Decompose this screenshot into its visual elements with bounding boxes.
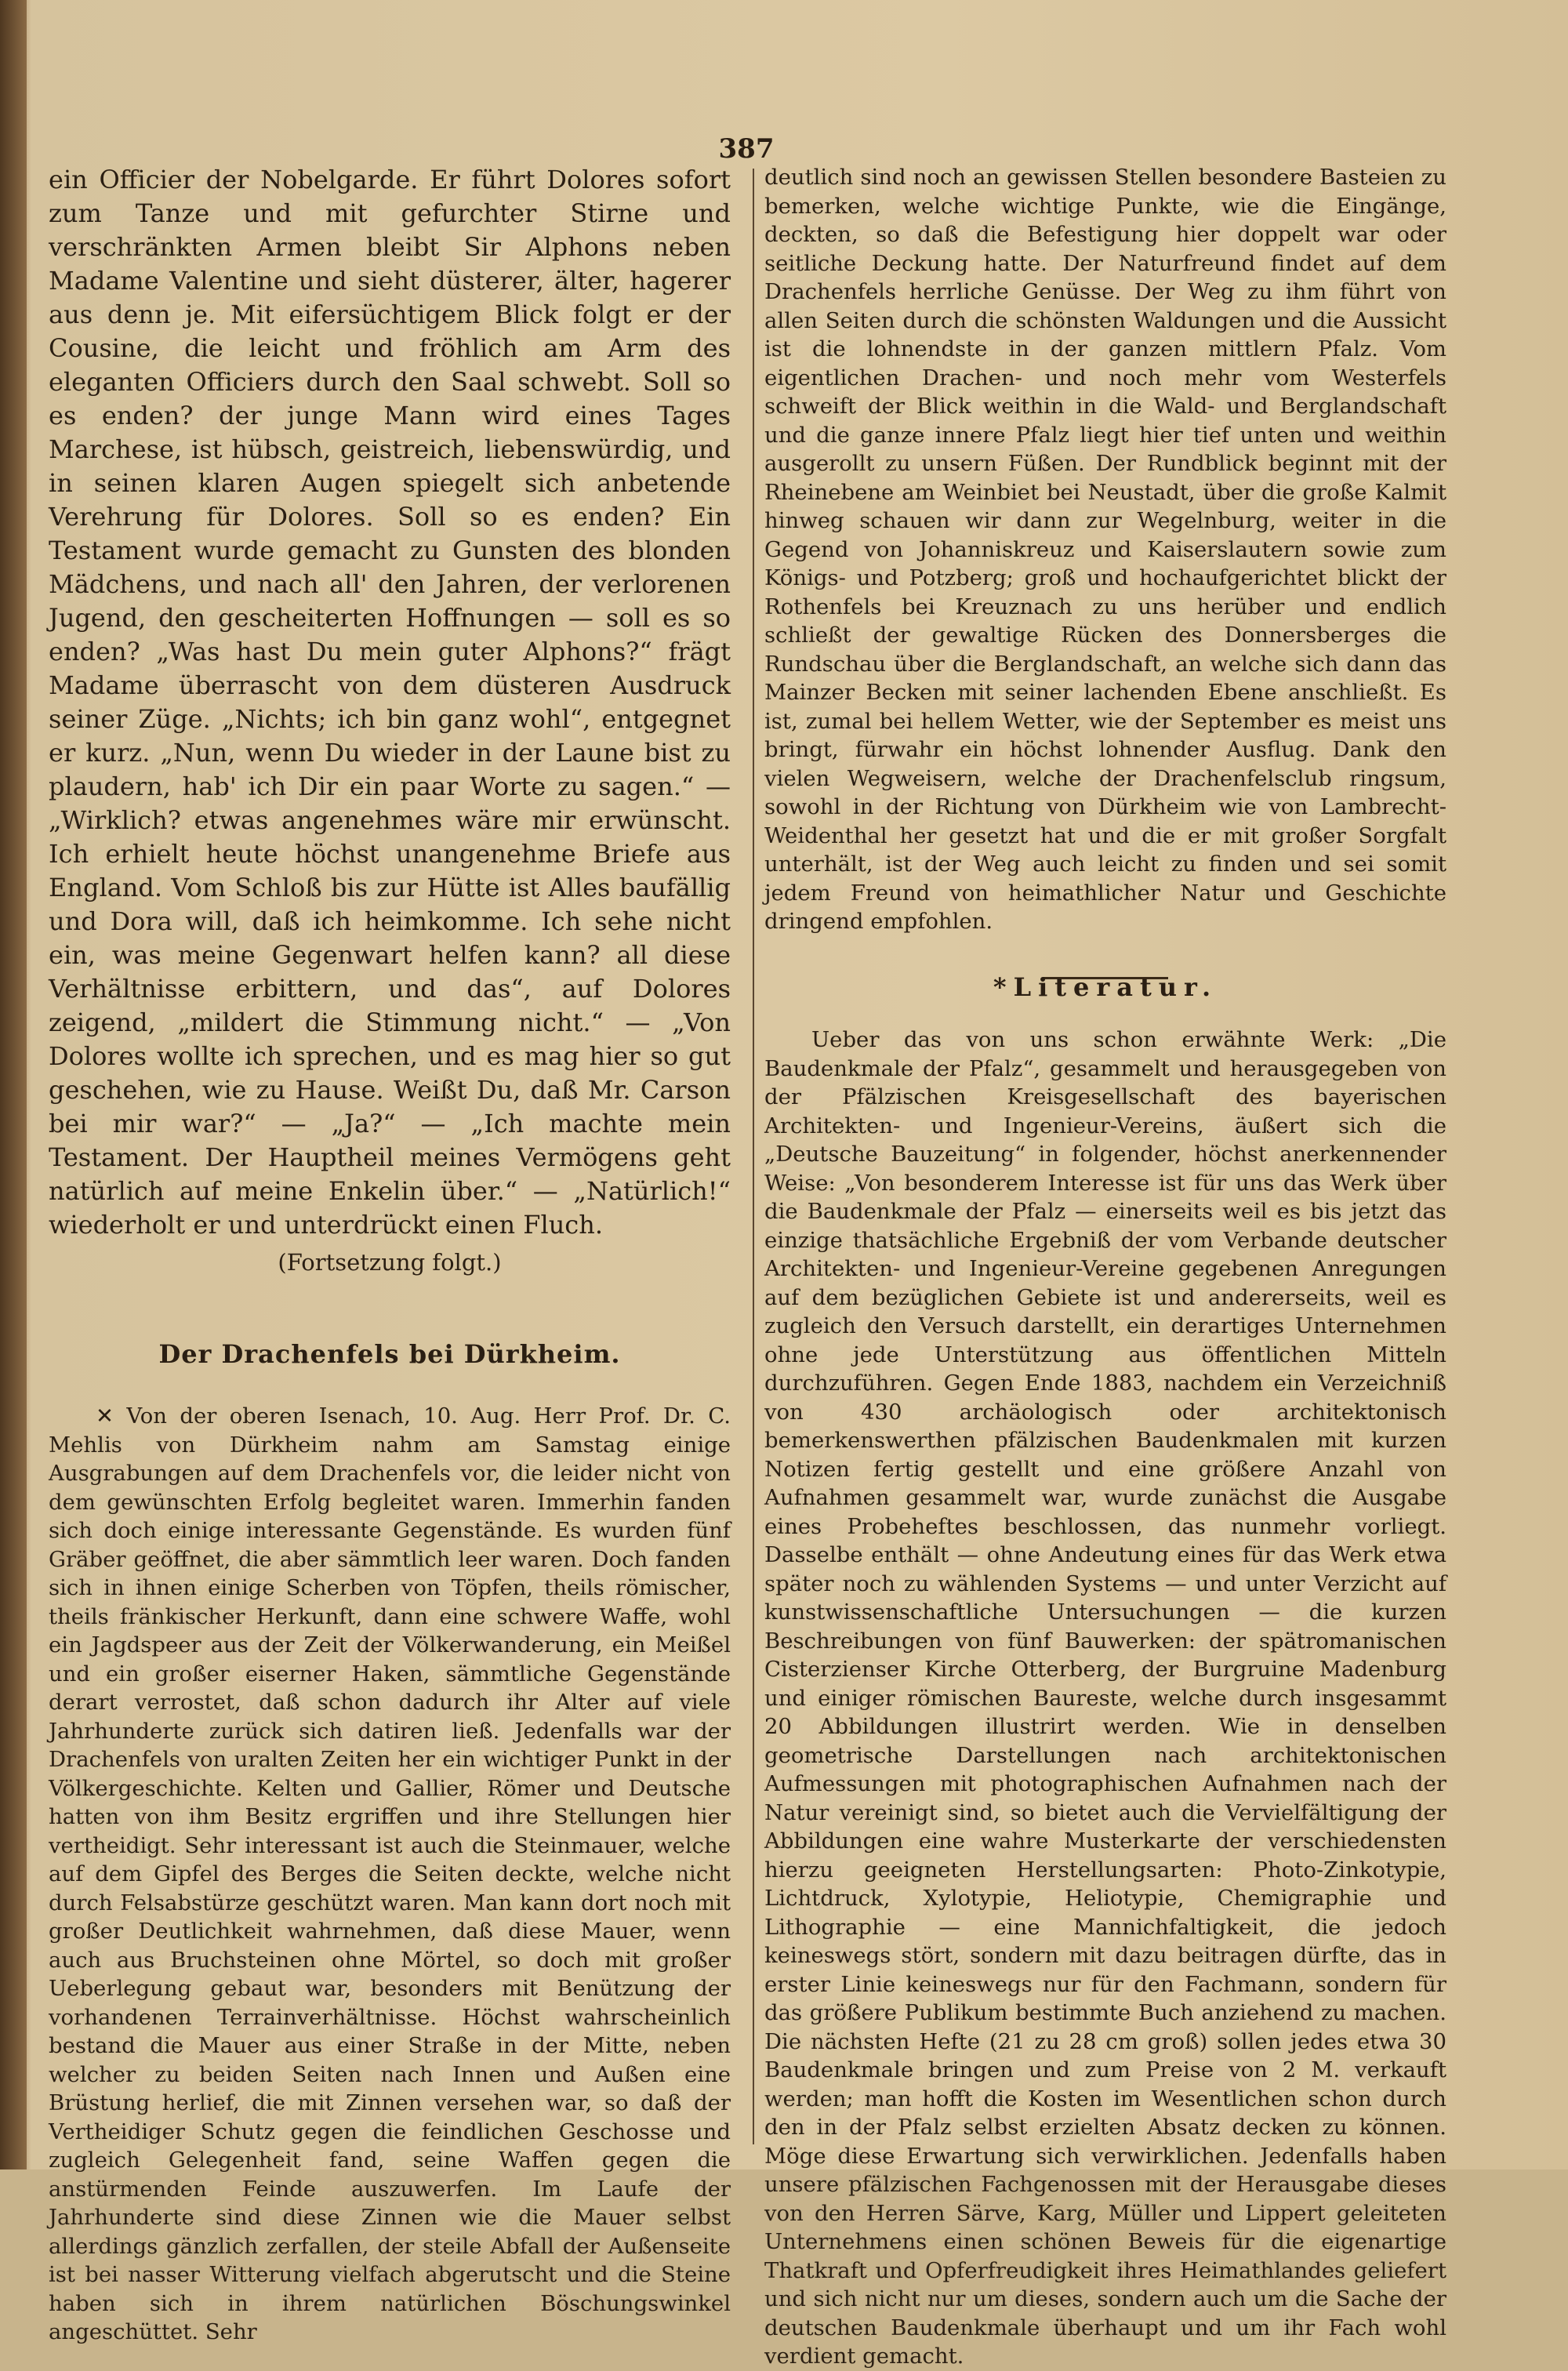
article-title: Der Drachenfels bei Dürkheim. bbox=[158, 1339, 621, 1369]
article-text: ✕ Von der oberen Isenach, 10. Aug. Herr Prof. Dr. C. Mehlis von Dürkheim nahm am Samstag einige Ausgrabungen auf dem Drachenfels vor, die leider nicht von dem gewünschten Erfolg begleitet waren. Immerhin fanden sich doch einige interessante Gegenstände. Es wurden fünf Gräber geöffnet, die aber sämmtlich leer waren. Doch fanden sich in ihnen einige Scherben von Töpfen, theils römischer, theils fränkischer Herkunft, dann eine schwere Waffe, wohl ein Jagdspeer aus der Zeit der Völkerwanderung, ein Meißel und ein großer eiserner Haken, sämmtliche Gegenstände derart verrostet, daß schon dadurch ihr Alter auf viele Jahrhunderte zurück sich datiren ließ. Jedenfalls war der Drachenfels von uralten Zeiten her ein wichtiger Punkt in der Völkergeschichte. Kelten und Gallier, Römer und Deutsche hatten von ihm Besitz ergriffen und ihre Stellungen hier vertheidigt. Sehr interessant ist auch die Steinmauer, welche auf dem Gipfel des Berges die Seiten deckte, welche nicht durch Felsabstürze geschützt waren. Man kann dort noch mit großer Deutlichkeit wahrnehmen, daß diese Mauer, wenn auch aus Bruchsteinen ohne Mörtel, so doch mit großer Ueberlegung gebaut war, besonders mit Benützung der vorhandenen Terrainverhältnisse. Höchst wahrscheinlich bestand die Mauer aus einer Straße in der Mitte, neben welcher zu beiden Seiten nach Innen und Außen eine Brüstung herlief, die mit Zinnen versehen war, so daß der Vertheidiger Schutz gegen die feindlichen Geschosse und zugleich Gelegenheit fand, seine Waffen gegen die anstürmenden Feinde auszuwerfen. Im Laufe der Jahrhunderte sind diese Zinnen wie die Mauer selbst allerdings gänzlich zerfallen, der steile Abfall der Außenseite ist bei nasser Witterung vielfach abgerutscht und die Steine haben sich in ihrem natürlichen Böschungswinkel angeschüttet. Sehr bbox=[49, 1403, 731, 2344]
page-binding-edge bbox=[0, 0, 27, 2169]
serial-story-text: ein Officier der Nobelgarde. Er führt Dolores sofort zum Tanze und mit gefurchter Stirne und verschränkten Armen bleibt Sir Alphons neben Madame Valentine und sieht düsterer, älter, hagerer aus denn je. Mit eifersüchtigem Blick folgt er der Cousine, die leicht und fröhlich am Arm des eleganten Officiers durch den Saal schwebt. Soll so es enden? der junge Mann wird eines Tages Marchese, ist hübsch, geistreich, liebenswürdig, und in seinen klaren Augen spiegelt sich anbetende Verehrung für Dolores. Soll so es enden? Ein Testament wurde gemacht zu Gunsten des blonden Mädchens, und nach all' den Jahren, der verlorenen Jugend, den gescheiterten Hoffnungen — soll es so enden? „Was hast Du mein guter Alphons?“ frägt Madame überrascht von dem düsteren Ausdruck seiner Züge. „Nichts; ich bin ganz wohl“, entgegnet er kurz. „Nun, wenn Du wieder in der Laune bist zu plaudern, hab' ich Dir ein paar Worte zu sagen.“ — „Wirklich? etwas angenehmes wäre mir erwünscht. Ich erhielt heute höchst unangenehme Briefe aus England. Vom Schloß bis zur Hütte ist Alles baufällig und Dora will, daß ich heimkomme. Ich sehe nicht ein, was meine Gegenwart helfen kann? all diese Verhältnisse erbittern, und das“, auf Dolores zeigend, „mildert die Stimmung nicht.“ — „Von Dolores wollte ich sprechen, und es mag hier so gut geschehen, wie zu Hause. Weißt Du, daß Mr. Carson bei mir war?“ — „Ja?“ — „Ich machte mein Testament. Der Hauptheil meines Vermögens geht natürlich auf meine Enkelin über.“ — „Natürlich!“ wiederholt er und unterdrückt einen Fluch. bbox=[49, 165, 731, 1240]
column-divider bbox=[753, 169, 754, 2144]
continuation-note: (Fortsetzung folgt.) bbox=[278, 1249, 502, 1276]
article-continuation: deutlich sind noch an gewissen Stellen besondere Basteien zu bemerken, welche wichtige Punkte, wie die Eingänge, deckten, so daß die Befestigung hier doppelt war oder seitliche Deckung hatte. Der Naturfreund findet auf dem Drachenfels herrliche Genüsse. Der Weg zu ihm führt von allen Seiten durch die schönsten Waldungen und die Aussicht ist die lohnendste in der ganzen mittlern Pfalz. Vom eigentlichen Drachen- und noch mehr vom Westerfels schweift der Blick weithin in die Wald- und Berglandschaft und die ganze innere Pfalz liegt hier tief unten und weithin ausgerollt zu unsern Füßen. Der Rundblick beginnt mit der Rheinebene am Weinbiet bei Neustadt, über die große Kalmit hinweg schauen wir dann zur Wegelnburg, weiter in die Gegend von Johanniskreuz und Kaiserslautern sowie zum Königs- und Potzberg; groß und hochaufgerichtet blickt der Rothenfels bei Kreuznach zu uns herüber und endlich schließt der gewaltige Rücken des Donnersberges die Rundschau über die Berglandschaft, an welche sich dann das Mainzer Becken mit seiner lachenden Ebene anschließt. Es ist, zumal bei hellem Wetter, wie der September es meist uns bringt, fürwahr ein höchst lohnender Ausflug. Dank den vielen Wegweisern, welche der Drachenfelsclub ringsum, sowohl in der Richtung von Dürkheim wie von Lambrecht-Weidenthal her gesetzt hat und die er mit großer Sorgfalt unterhält, ist der Weg auch leicht zu finden und sei somit jedem Freund von heimathlicher Natur und Geschichte dringend empfohlen. bbox=[764, 165, 1446, 934]
right-column-bottom bbox=[764, 941, 1446, 2369]
left-column bbox=[49, 163, 731, 2344]
literature-section-title: *Literatur. bbox=[993, 972, 1218, 1002]
page-number: 387 bbox=[718, 133, 775, 165]
literature-text: Ueber das von uns schon erwähnte Werk: „Die Baudenkmale der Pfalz“, gesammelt und herausgegeben von der Pfälzischen Kreisgesellschaft des bayerischen Architekten- und Ingenieur-Vereins, äußert sich die „Deutsche Bauzeitung“ in folgender, höchst anerkennender Weise: „Von besonderem Interesse ist für uns das Werk über die Baudenkmale der Pfalz — einerseits weil es bis jetzt das einzige thatsächliche Ergebniß der vom Verbande deutscher Architekten- und Ingenieur-Vereine gegebenen Anregungen auf dem bezüglichen Gebiete ist und andererseits, weil es zugleich den Versuch darstellt, ein derartiges Unternehmen ohne jede Unterstützung aus öffentlichen Mitteln durchzuführen. Gegen Ende 1883, nachdem ein Verzeichniß von 430 archäologisch oder architektonisch bemerkenswerthen pfälzischen Baudenkmalen mit kurzen Notizen fertig gestellt und eine größere Anzahl von Aufnahmen gesammelt war, wurde zunächst die Ausgabe eines Probeheftes beschlossen, das nunmehr vorliegt. Dasselbe enthält — ohne Andeutung eines für das Werk etwa später noch zu wählenden Systems — und unter Verzicht auf kunstwissenschaftliche Untersuchungen — die kurzen Beschreibungen von fünf Bauwerken: der spätromanischen Cisterzienser Kirche Otterberg, der Burgruine Madenburg und einiger römischen Baureste, welche durch insgesammt 20 Abbildungen illustrirt werden. Wie in denselben geometrische Darstellungen nach architektonischen Aufmessungen mit photographischen Aufnahmen nach der Natur vereinigt sind, so bietet auch die Vervielfältigung der Abbildungen eine wahre Musterkarte der verschiedensten hierzu geeigneten Herstellungsarten: Photo-Zinkotypie, Lichtdruck, Xylotypie, Heliotypie, Chemigraphie und Lithographie — eine Mannichfaltigkeit, die jedoch keineswegs stört, sondern mit dazu beitragen dürfte, das in erster Linie keineswegs nur für den Fachmann, sondern für das größere Publikum bestimmte Buch anziehend zu machen. Die nächsten Hefte (21 zu 28 cm groß) sollen jedes etwa 30 Baudenkmale bringen und zum Preise von 2 M. verkauft werden; man hofft die Kosten im Wesentlichen schon durch den in der Pfalz selbst erzielten Absatz decken zu können. Möge diese Erwartung sich verwirklichen. Jedenfalls haben unsere pfälzischen Fachgenossen mit der Herausgabe dieses von den Herren Särve, Karg, Müller und Lippert geleiteten Unternehmens einen schönen Beweis für die eigenartige Thatkraft und Opferfreudigkeit ihres Heimathlandes geliefert und sich nicht nur um dieses, sondern auch um die Sache der deutschen Baudenkmale überhaupt und um ihr Fach wohl verdient gemacht. bbox=[764, 1027, 1446, 2369]
right-column-top bbox=[764, 163, 1446, 1073]
